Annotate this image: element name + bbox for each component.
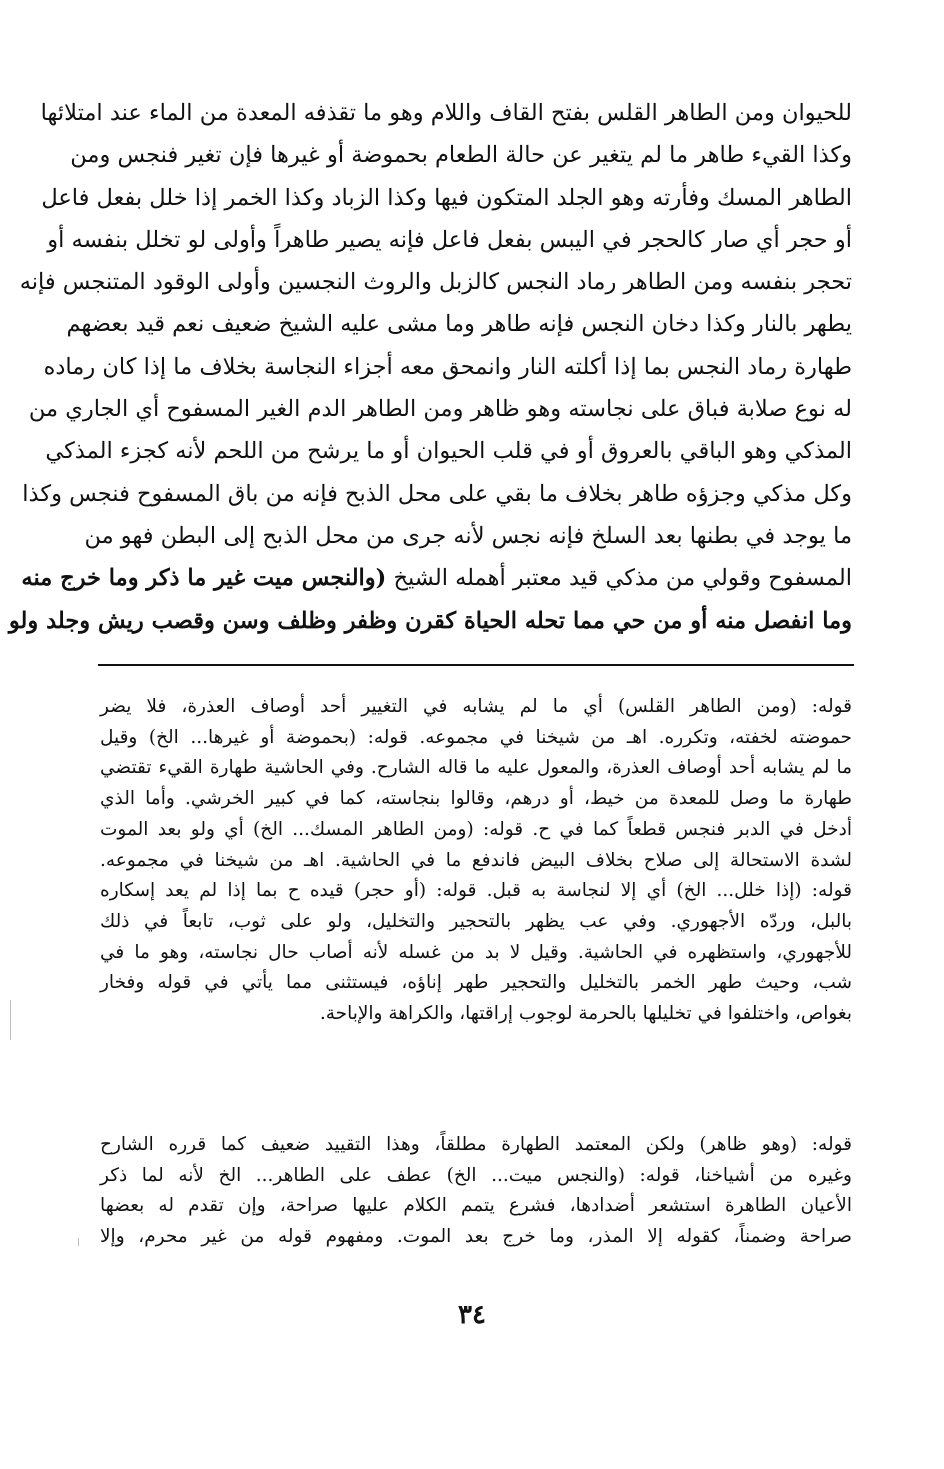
commentary-line: شب، وحيث طهر الخمر بالتخليل والتحجير طهر إناؤه، فيستثنى مما يأتي في قوله وفخار (100, 972, 852, 994)
commentary-block-1 (100, 692, 852, 1030)
commentary-line: صراحة وضمناً، كقوله إلا المذر، وما خرج بعد الموت. ومفهوم قوله من غير محرم، وإلا (100, 1226, 852, 1248)
main-text-line: تحجر بنفسه ومن الطاهر رماد النجس كالزبل والروث النجسين وأولى الوقود المتنجس فإنه (19, 269, 852, 296)
commentary-block-2 (100, 1130, 852, 1253)
commentary-line: لشدة الاستحالة إلى صلاح بخلاف البيض فاندفع ما في الحاشية. اهـ من شيخنا في مجموعه. (100, 849, 852, 871)
commentary-line-last: بغواص، واختلفوا في تخليلها بالحرمة لوجوب إراقتها، والكراهة والإباحة. (319, 1003, 852, 1025)
main-text-normal-segment: المسفوح وقولي من مذكي قيد معتبر أهمله الشيخ (386, 565, 852, 592)
main-text-line-bold: وما انفصل منه أو من حي مما تحله الحياة كقرن وظفر وظلف وسن وقصب ريش وجلد ولو (8, 607, 852, 634)
main-text-line: أو حجر أي صار كالحجر في اليبس بفعل فاعل فإنه يصير طاهراً وأولى لو تخلل بنفسه أو (47, 226, 852, 253)
commentary-line: قوله: (إذا خلل... الخ) أي إلا لنجاسة به قبل. قوله: (أو حجر) قيده ح بما إذا لم يعد إسكاره (100, 880, 852, 902)
commentary-line: بالبل، وردّه الأجهوري. وفي عب يظهر بالتحجير والتخليل، ولو على ثوب، تابعاً في ذلك (100, 910, 852, 932)
main-text-line: يطهر بالنار وكذا دخان النجس فإنه طاهر وما مشى عليه الشيخ ضعيف نعم قيد بعضهم (66, 311, 852, 338)
commentary-line: أدخل في الدبر فنجس قطعاً كما في ح. قوله: (ومن الطاهر المسك... الخ) أي ولو بعد الموت (100, 818, 852, 840)
main-text-line: المذكي وهو الباقي بالعروق أو في قلب الحيوان أو ما يرشح من اللحم لأنه كجزء المذكي (45, 438, 852, 465)
main-text-line: وكذا القيء طاهر ما لم يتغير عن حالة الطعام بحموضة أو غيرها فإن تغير فنجس ومن (70, 142, 852, 169)
commentary-line: للأجهوري، واستظهره في الحاشية. وقيل لا بد من غسله لأنه أصاب حال نجاسته، وهو ما في (100, 941, 852, 963)
main-text-line: له نوع صلابة فباق على نجاسته وهو ظاهر ومن الطاهر الدم الغير المسفوح أي الجاري من (28, 396, 852, 423)
footnote-divider (98, 664, 854, 666)
main-text-line: ما يوجد في بطنها بعد السلخ فإنه نجس لأنه جرى من محل الذبح إلى البطن فهو من (84, 522, 852, 549)
page-number: ٣٤ (458, 1300, 486, 1330)
main-text-block (8, 92, 852, 642)
main-text-line: الطاهر المسك وفأرته وهو الجلد المتكون فيها وكذا الزباد وكذا الخمر إذا خلل بفعل فاعل (41, 184, 852, 211)
commentary-line: قوله: (وهو ظاهر) ولكن المعتمد الطهارة مطلقاً، وهذا التقييد ضعيف كما قرره الشارح (100, 1134, 852, 1155)
main-text-line: للحيوان ومن الطاهر القلس بفتح القاف واللام وهو ما تقذفه المعدة من الماء عند امتلائها (40, 100, 852, 126)
commentary-line: وغيره من أشياخنا، قوله: (والنجس ميت... الخ) عطف على الطاهر... الخ لأنه لما ذكر (100, 1164, 852, 1186)
commentary-line: قوله: (ومن الطاهر القلس) أي ما لم يشابه في التغيير أحد أوصاف العذرة، فلا يضر (100, 696, 852, 717)
commentary-line: ما لم يشابه أحد أوصاف العذرة، والمعول عليه ما قاله الشارح. وفي الحاشية طهارة القيء تقتضي (100, 757, 852, 779)
main-text-line-mixed (21, 557, 852, 599)
main-text-line: طهارة رماد النجس بما إذا أكلته النار وانمحق معه أجزاء النجاسة بخلاف ما إذا كان رماده (43, 353, 852, 380)
commentary-line: طهارة ما وصل للمعدة من خيط، أو درهم، وقالوا بنجاسته، كما في كبير الخرشي. وأما الذي (100, 788, 852, 810)
commentary-line: حموضته لخفته، وتكرره. اهـ من شيخنا في مجموعه. قوله: (بحموضة أو غيرها... الخ) وقيل (100, 726, 852, 748)
main-text-bold-segment: (والنجس ميت غير ما ذكر وما خرج منه (21, 565, 387, 592)
scan-margin-mark (10, 1000, 11, 1040)
commentary-line: الأعيان الطاهرة استشعر أضدادها، فشرع يتمم الكلام عليها صراحة، وإن تقدم له بعضها (100, 1195, 852, 1217)
scan-margin-mark (78, 1238, 79, 1246)
main-text-line: وكل مذكي وجزؤه طاهر بخلاف ما بقي على محل الذبح فإنه من باق المسفوح فنجس وكذا (22, 480, 852, 507)
